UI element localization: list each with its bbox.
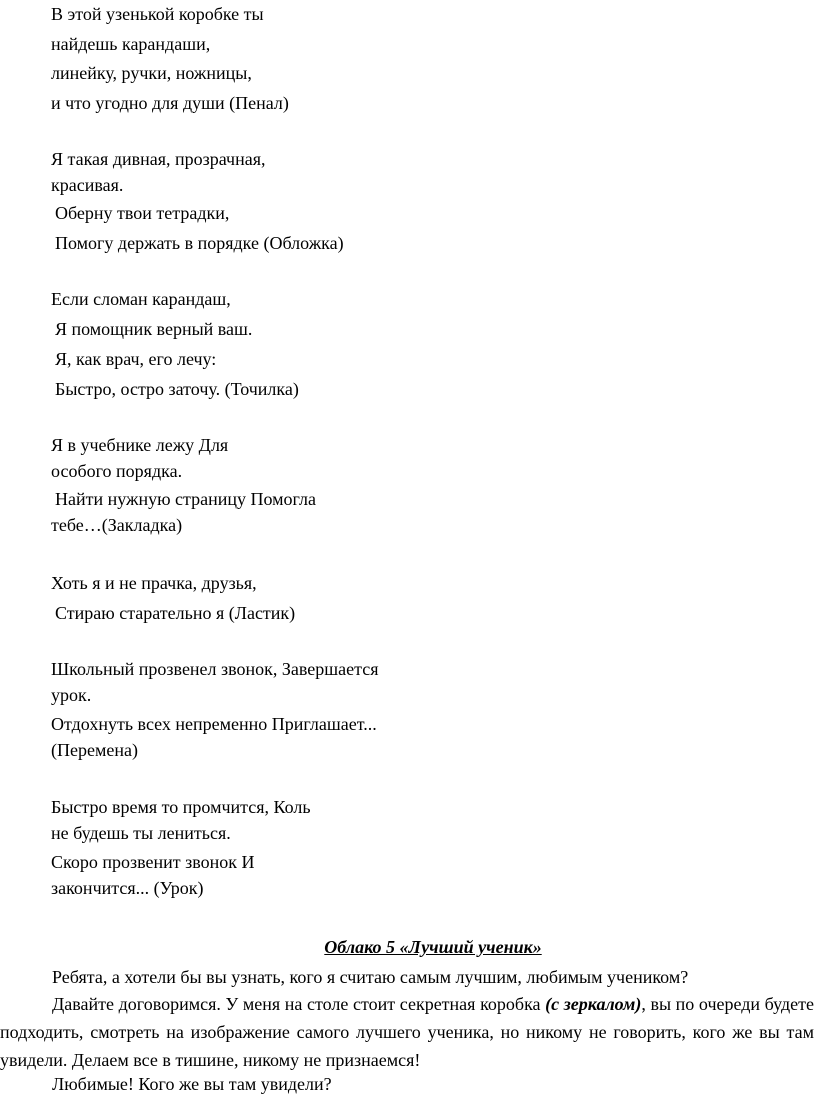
poem-3-line-3: Я, как врач, его лечу:	[55, 349, 217, 369]
poem-2-line-3: Оберну твои тетрадки,	[55, 203, 230, 223]
poem-1-line-2: найдешь карандаши,	[51, 34, 211, 54]
poem-2-line-2: красивая.	[51, 175, 124, 195]
poem-5-line-1: Хоть я и не прачка, друзья,	[51, 573, 257, 593]
poem-3-line-4: Быстро, остро заточу. (Точилка)	[55, 379, 299, 399]
poem-1-line-4: и что угодно для души (Пенал)	[51, 93, 289, 113]
poem-6-line-2: урок.	[51, 685, 92, 705]
poem-7-line-3: Скоро прозвенит звонок И	[51, 852, 255, 872]
poem-6-line-1: Школьный прозвенел звонок, Завершается	[51, 659, 379, 679]
section-title: Облако 5 «Лучший ученик»	[324, 937, 542, 957]
poem-4-line-1: Я в учебнике лежу Для	[51, 435, 229, 455]
poem-1-line-1: В этой узенькой коробке ты	[51, 4, 264, 24]
poem-1-line-3: линейку, ручки, ножницы,	[51, 63, 252, 83]
poem-2-line-4: Помогу держать в порядке (Обложка)	[55, 233, 344, 253]
poem-7-line-2: не будешь ты лениться.	[51, 823, 231, 843]
paragraph-2-start: Давайте договоримся. У меня на столе стоит секретная коробка	[52, 994, 546, 1014]
section-paragraph-2	[0, 990, 814, 1074]
paragraph-2-end: , вы по очереди будете подходить, смотреть на изображение самого лучшего ученика, но никому не говорить, кого же вы там увидели. Делаем все в тишине, никому не признаемся!	[0, 994, 815, 1070]
poem-7-line-4: закончится... (Урок)	[51, 878, 204, 898]
poem-6-line-3: Отдохнуть всех непременно Приглашает...	[51, 714, 377, 734]
poem-7-line-1: Быстро время то промчится, Коль	[51, 797, 311, 817]
section-paragraph-3: Любимые! Кого же вы там увидели?	[52, 1074, 332, 1094]
section-paragraph-1: Ребята, а хотели бы вы узнать, кого я считаю самым лучшим, любимым учеником?	[52, 967, 689, 987]
poem-4-line-3: Найти нужную страницу Помогла	[55, 489, 316, 509]
poem-6-line-4: (Перемена)	[51, 740, 138, 760]
poem-3-line-1: Если сломан карандаш,	[51, 289, 231, 309]
paragraph-2-emphasis: (с зеркалом)	[545, 994, 642, 1014]
poem-3-line-2: Я помощник верный ваш.	[55, 319, 253, 339]
poem-4-line-4: тебе…(Закладка)	[51, 515, 183, 535]
poem-2-line-1: Я такая дивная, прозрачная,	[51, 149, 266, 169]
poem-4-line-2: особого порядка.	[51, 461, 183, 481]
poem-5-line-2: Стираю старательно я (Ластик)	[55, 603, 296, 623]
